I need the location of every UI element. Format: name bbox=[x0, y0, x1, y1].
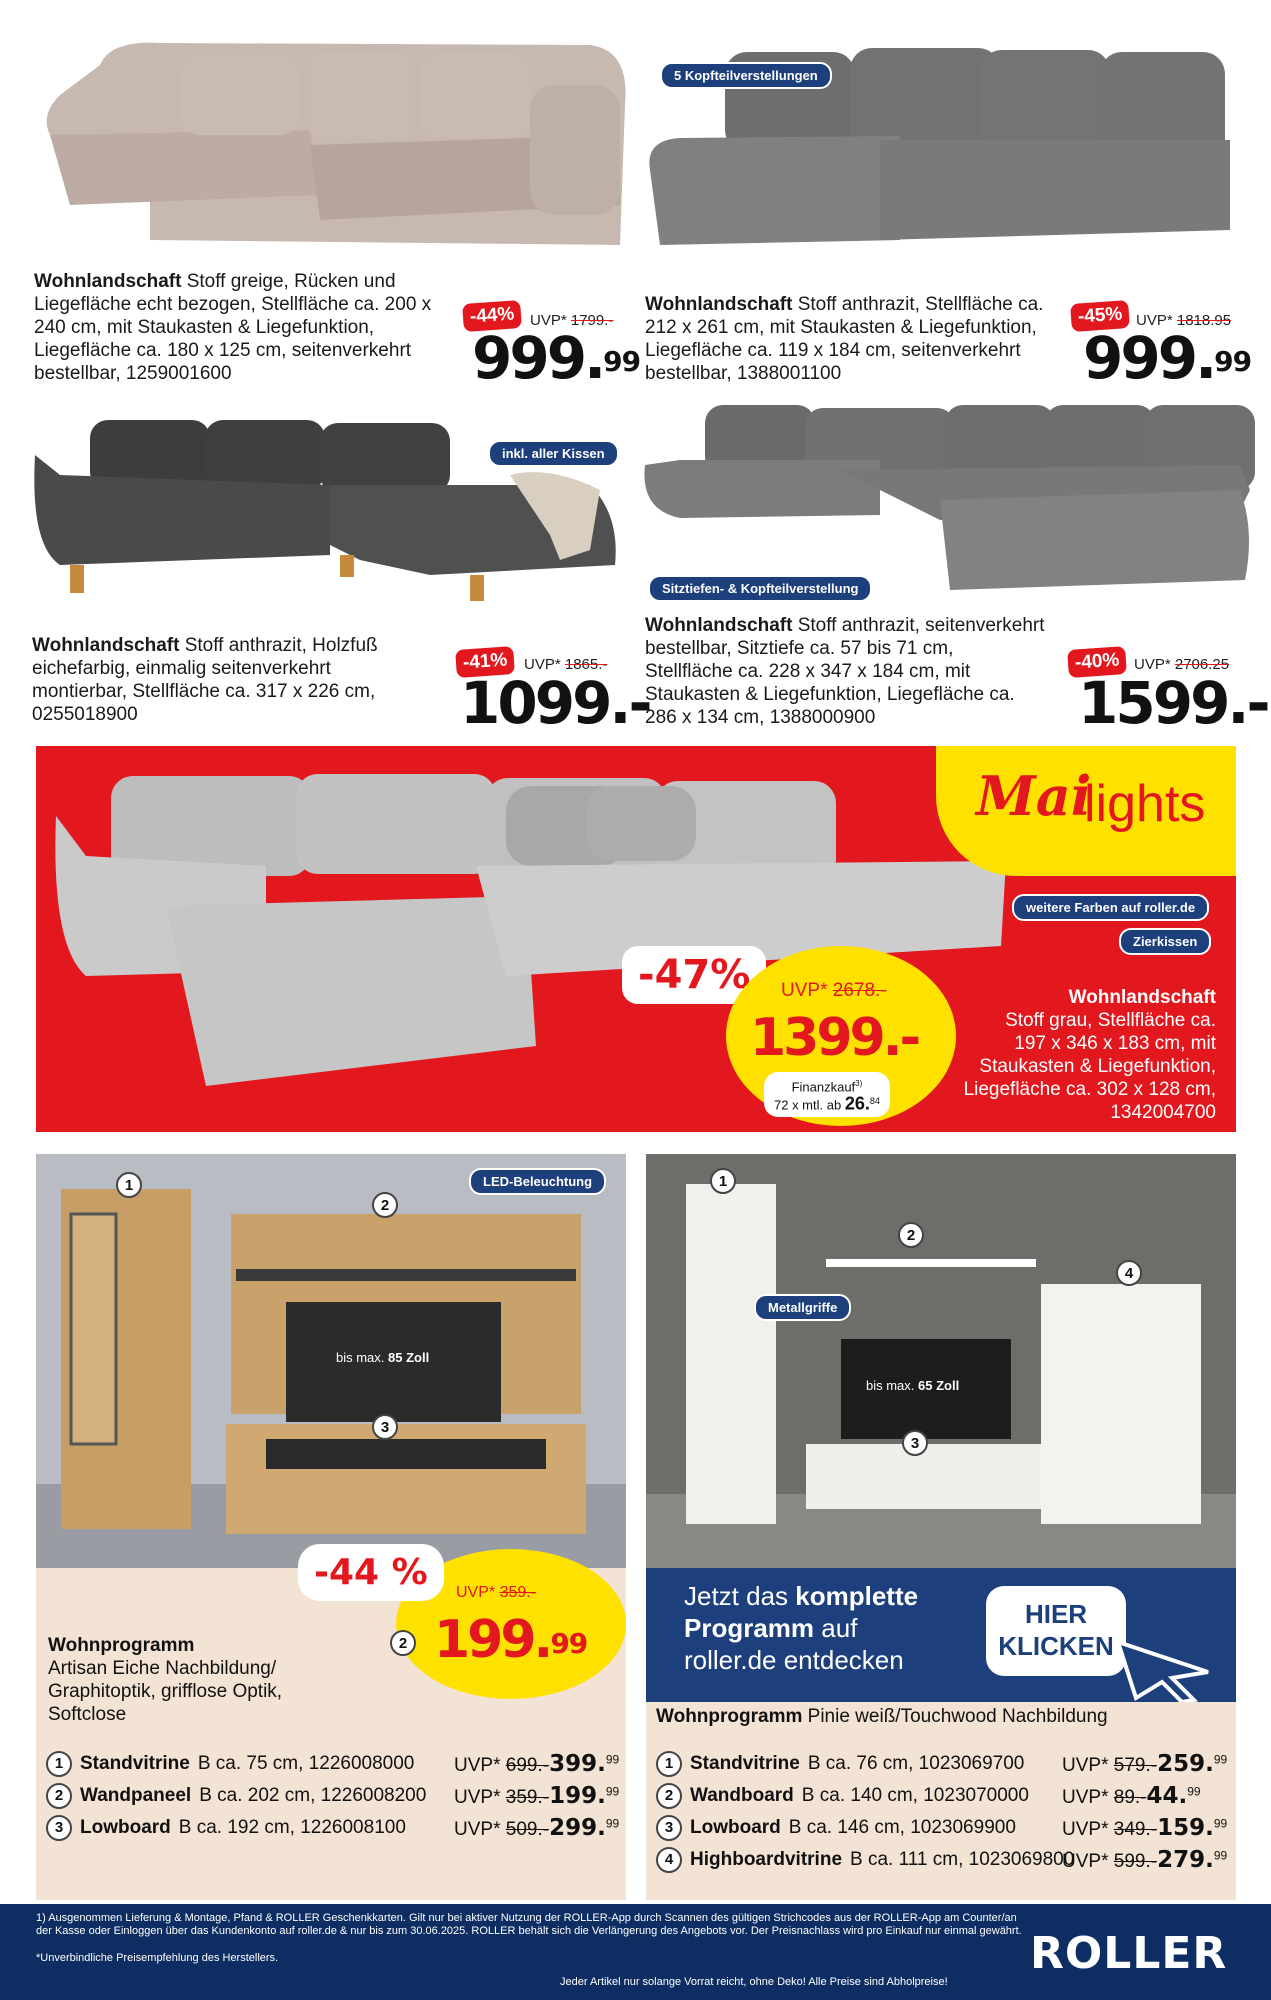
tag-kissen: inkl. aller Kissen bbox=[488, 440, 619, 467]
left-item-2-price: UVP* 359.-199.99 bbox=[454, 1783, 620, 1809]
right-item-3: 3 Lowboard B ca. 146 cm, 1023069900 bbox=[656, 1815, 1016, 1841]
banner-product-text: Wohnlandschaft Stoff grau, Stellfläche ca. 197 x 346 x 183 cm, mit Staukasten & Liegefunktion, Liegefläche ca. 302 x 128 cm, 1342004700 bbox=[963, 987, 1216, 1123]
left-item-3: 3 Lowboard B ca. 192 cm, 1226008100 bbox=[46, 1815, 406, 1841]
product-2-uvp: UVP* 1818.95 bbox=[1136, 312, 1232, 329]
cta-text: Jetzt das komplette Programm auf roller.de entdecken bbox=[684, 1581, 919, 1675]
hier-klicken-button[interactable]: HIER KLICKEN bbox=[986, 1586, 1126, 1676]
marker-r4: 4 bbox=[1116, 1260, 1142, 1286]
roller-logo[interactable]: ROLLER bbox=[1030, 1928, 1228, 1979]
product-1-discount-badge: -44% bbox=[462, 300, 522, 332]
banner-price: 1399.- bbox=[750, 1008, 919, 1068]
product-1-text bbox=[34, 270, 454, 385]
product-2-price: 999.99 bbox=[1083, 324, 1252, 392]
product-3-price: 1099.- bbox=[460, 669, 650, 737]
right-item-2: 2 Wandboard B ca. 140 cm, 1023070000 bbox=[656, 1783, 1029, 1809]
marker-1: 1 bbox=[116, 1172, 142, 1198]
product-4-uvp: UVP* 2706.25 bbox=[1134, 656, 1230, 673]
product-4-text bbox=[645, 614, 1045, 729]
banner-finanzkauf: Finanzkauf$^{3)}$ 72 x mtl. ab 26.84 bbox=[764, 1072, 890, 1117]
product-4-price: 1599.- bbox=[1078, 669, 1268, 737]
left-program-desc: Wohnprogramm Artisan Eiche Nachbildung/ Graphitoptik, grifflose Optik, Softclose bbox=[48, 1635, 283, 1725]
right-program-title: Wohnprogramm Pinie weiß/Touchwood Nachbildung bbox=[656, 1706, 1108, 1727]
product-1-uvp: UVP* 1799.- bbox=[530, 312, 614, 329]
marker-r3: 3 bbox=[902, 1430, 928, 1456]
mailights-logo-lights: lights bbox=[1084, 775, 1206, 833]
product-4-discount-badge: -40% bbox=[1067, 646, 1127, 678]
banner-product-name: Wohnlandschaft bbox=[1068, 987, 1216, 1008]
tv-size-label-85: bis max. 85 Zoll bbox=[336, 1350, 430, 1365]
product-3-desc: Stoff anthrazit, Holzfuß eichefarbig, einmalig seitenverkehrt montierbar, Stellfläche ca. 317 x 226 cm, 0255018900 bbox=[32, 635, 378, 725]
product-2-name: Wohnlandschaft bbox=[645, 294, 793, 315]
product-3-discount-badge: -41% bbox=[455, 646, 515, 678]
right-program-panel bbox=[646, 1154, 1236, 1900]
marker-3: 3 bbox=[372, 1414, 398, 1440]
left-price: 199.99 bbox=[434, 1610, 588, 1670]
banner-discount-badge: -47% bbox=[622, 946, 766, 1004]
product-2-discount-badge: -45% bbox=[1070, 300, 1130, 332]
sofa-image-greige bbox=[30, 25, 630, 265]
footer-note-2: *Unverbindliche Preisempfehlung des Herstellers. bbox=[36, 1952, 279, 1964]
marker-2: 2 bbox=[372, 1192, 398, 1218]
product-1-price: 999.99 bbox=[472, 324, 641, 392]
right-item-3-price: UVP* 349.-159.99 bbox=[1062, 1815, 1228, 1841]
left-item-1: 1 Standvitrine B ca. 75 cm, 1226008000 bbox=[46, 1751, 414, 1777]
mailights-banner bbox=[36, 746, 1236, 1132]
product-4-desc: Stoff anthrazit, seitenverkehrt bestellbar, Sitztiefe ca. 57 bis 71 cm, Stellfläche ca. 228 x 347 x 184 cm, mit Staukasten & Liegefunktion, Liegefläche ca. 286 x 134 cm, 1388000900 bbox=[645, 615, 1045, 728]
left-discount-badge: -44 % bbox=[298, 1544, 444, 1601]
left-item-1-price: UVP* 699.-399.99 bbox=[454, 1751, 620, 1777]
footer-note-3: Jeder Artikel nur solange Vorrat reicht, ohne Deko! Alle Preise sind Abholpreise! bbox=[560, 1976, 948, 1988]
footer bbox=[0, 1904, 1271, 2000]
right-item-2-price: UVP* 89.-44.99 bbox=[1062, 1783, 1201, 1809]
product-2-desc: Stoff anthrazit, Stellfläche ca. 212 x 261 cm, mit Staukasten & Liegefunktion, Liegefläche ca. 119 x 184 cm, seitenverkehrt bestellbar, 1388001100 bbox=[645, 294, 1044, 384]
tag-weitere-farben[interactable]: weitere Farben auf roller.de bbox=[1012, 894, 1209, 921]
mailights-logo-mai: Mai bbox=[976, 764, 1092, 828]
cta-banner[interactable] bbox=[646, 1568, 1236, 1702]
right-item-4: 4 Highboardvitrine B ca. 111 cm, 1023069800 bbox=[656, 1847, 1074, 1873]
tag-zierkissen: Zierkissen bbox=[1119, 928, 1211, 955]
left-program-image bbox=[36, 1154, 626, 1568]
left-program-panel bbox=[36, 1154, 626, 1900]
tv-size-label-65: bis max. 65 Zoll bbox=[866, 1378, 960, 1393]
marker-r2: 2 bbox=[898, 1222, 924, 1248]
left-uvp: UVP* 359.- bbox=[456, 1584, 537, 1601]
marker-r1: 1 bbox=[710, 1168, 736, 1194]
cursor-icon bbox=[1114, 1638, 1214, 1702]
mailights-logo-box bbox=[936, 746, 1236, 876]
product-2-text bbox=[645, 293, 1045, 385]
product-3-name: Wohnlandschaft bbox=[32, 635, 180, 656]
right-item-1: 1 Standvitrine B ca. 76 cm, 1023069700 bbox=[656, 1751, 1024, 1777]
product-3-uvp: UVP* 1865.- bbox=[524, 656, 608, 673]
right-item-4-price: UVP* 599.-279.99 bbox=[1062, 1847, 1228, 1873]
product-4-name: Wohnlandschaft bbox=[645, 615, 793, 636]
tag-kopfteilverstellungen: 5 Kopfteilverstellungen bbox=[660, 62, 832, 89]
product-1-desc: Stoff greige, Rücken und Liegefläche echt bezogen, Stellfläche ca. 200 x 240 cm, mit Staukasten & Liegefunktion, Liegefläche ca. 180 x 125 cm, seitenverkehrt bestellbar, 1259001600 bbox=[34, 271, 432, 384]
left-item-3-price: UVP* 509.-299.99 bbox=[454, 1815, 620, 1841]
product-3-text bbox=[32, 634, 412, 726]
left-item-2: 2 Wandpaneel B ca. 202 cm, 1226008200 bbox=[46, 1783, 426, 1809]
right-item-1-price: UVP* 579.-259.99 bbox=[1062, 1751, 1228, 1777]
left-price-marker: 2 bbox=[390, 1630, 416, 1656]
tag-led-beleuchtung: LED-Beleuchtung bbox=[469, 1168, 606, 1195]
tag-metallgriffe: Metallgriffe bbox=[754, 1294, 851, 1321]
banner-uvp: UVP* 2678.- bbox=[781, 980, 887, 1001]
product-1-name: Wohnlandschaft bbox=[34, 271, 182, 292]
right-program-image bbox=[646, 1154, 1236, 1568]
tag-sitztiefen: Sitztiefen- & Kopfteilverstellung bbox=[648, 575, 872, 602]
footer-note-1: 1) Ausgenommen Lieferung & Montage, Pfand & ROLLER Geschenkkarten. Gilt nur bei aktiver Nutzung der ROLLER-App durch Scannen des gültigen Strichcodes aus der ROLLER-App am Counter/an der Kasse oder Einloggen über das Kundenkonto auf roller.de & nur bis zum 30.06.2025. ROLLER behält sich die Verlängerung des Angebots vor. Der Preisnachlass wird pro Einkauf nur einmal gewährt. bbox=[36, 1912, 1022, 1937]
